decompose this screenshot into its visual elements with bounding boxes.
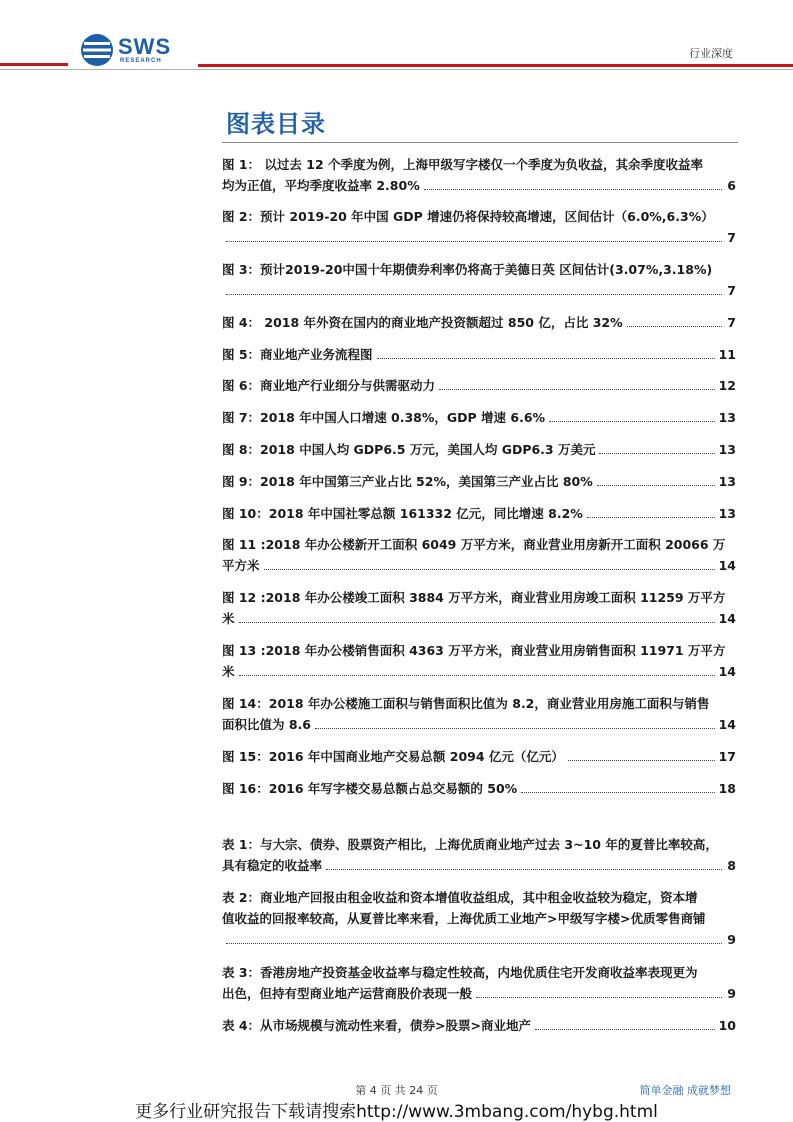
toc-entry-text: 表 3：香港房地产投资基金收益率与稳定性较高，内地优质住宅开发商收益率表现更为 — [222, 965, 698, 980]
toc-page-number: 9 — [727, 986, 736, 1001]
toc-page-number: 14 — [718, 611, 736, 626]
toc-entry-table-2[interactable] — [222, 887, 736, 950]
toc-entry-figure-8[interactable] — [222, 439, 736, 460]
toc-entry-figure-6[interactable] — [222, 375, 736, 396]
dot-leader — [226, 293, 722, 295]
dot-leader — [476, 996, 722, 998]
toc-entry-text: 图 13 :2018 年办公楼销售面积 4363 万平方米，商业营业用房销售面积 11971 万平方 — [222, 643, 726, 658]
dot-leader — [315, 727, 715, 729]
toc-entry-text-cont: 出色，但持有型商业地产运营商股价表现一般 — [222, 986, 473, 1001]
toc-entry-text-cont: 具有稳定的收益率 — [222, 858, 323, 873]
dot-leader — [264, 568, 715, 570]
footer-download-link[interactable]: 更多行业研究报告下载请搜索http://www.3mbang.com/hybg.html — [135, 1102, 658, 1122]
dot-leader — [377, 357, 715, 359]
toc-entry-text: 表 2：商业地产回报由租金收益和资本增值收益组成，其中租金收益较为稳定，资本增 — [222, 890, 698, 905]
toc-entry-text: 图 11 :2018 年办公楼新开工面积 6049 万平方米，商业营业用房新开工面积 20066 万 — [222, 537, 726, 552]
dot-leader — [226, 942, 722, 944]
toc-page-number: 11 — [718, 347, 736, 362]
toc-entry-text: 图 1： 以过去 12 个季度为例，上海甲级写字楼仅一个季度为负收益，其余季度收益率 — [222, 157, 704, 172]
footer-page-info: 第 4 页 共 24 页 — [355, 1084, 438, 1097]
toc-page-number: 14 — [718, 717, 736, 732]
sws-globe-icon — [80, 32, 114, 68]
toc-entry-table-1[interactable] — [222, 834, 736, 876]
toc-entry-text-cont: 米 — [222, 611, 235, 626]
toc-entry-text: 图 3：预计2019-20中国十年期债券利率仍将高于美德日英 区间估计(3.07%,3.18%) — [222, 262, 713, 277]
toc-entry-text: 图 6：商业地产行业细分与供需驱动力 — [222, 378, 436, 393]
toc-entry-figure-11[interactable] — [222, 534, 736, 576]
toc-entry-figure-14[interactable] — [222, 693, 736, 735]
dot-leader — [439, 388, 715, 390]
toc-entry-figure-3[interactable] — [222, 259, 736, 301]
toc-page-number: 13 — [718, 442, 736, 457]
toc-entry-text: 图 5：商业地产业务流程图 — [222, 347, 373, 362]
toc-entry-figure-5[interactable] — [222, 344, 736, 365]
toc-entry-text: 图 4： 2018 年外资在国内的商业地产投资额超过 850 亿，占比 32% — [222, 315, 623, 330]
toc-entry-text: 图 15：2016 年中国商业地产交易总额 2094 亿元（亿元） — [222, 749, 564, 764]
toc-entry-figure-9[interactable] — [222, 471, 736, 492]
toc-page-number: 9 — [727, 932, 736, 947]
toc-entry-figure-10[interactable] — [222, 503, 736, 524]
dot-leader — [424, 188, 722, 190]
toc-title-rule — [222, 142, 738, 143]
dot-leader — [599, 452, 714, 454]
toc-entry-figure-13[interactable] — [222, 640, 736, 682]
dot-leader — [568, 759, 715, 761]
footer-slogan: 简单金融 成就梦想 — [639, 1084, 731, 1097]
toc-page-number: 18 — [718, 781, 736, 796]
toc-entry-text: 图 10：2018 年中国社零总额 161332 亿元，同比增速 8.2% — [222, 506, 583, 521]
toc-entry-figure-4[interactable] — [222, 312, 736, 333]
toc-entry-text-cont: 面积比值为 8.6 — [222, 717, 311, 732]
dot-leader — [521, 791, 714, 793]
toc-title: 图表目录 — [226, 110, 326, 138]
dot-leader — [239, 674, 715, 676]
logo-subtext: RESEARCH — [120, 58, 162, 64]
dot-leader — [239, 621, 715, 623]
toc-entry-table-4[interactable] — [222, 1015, 736, 1036]
logo-name: SWS — [118, 34, 172, 59]
toc-page-number: 17 — [718, 749, 736, 764]
toc-entry-text-cont: 平方米 — [222, 558, 260, 573]
toc-entry-figure-1[interactable] — [222, 154, 736, 196]
header-rule-left — [0, 63, 68, 66]
dot-leader — [535, 1028, 715, 1030]
toc-entry-text: 图 14：2018 年办公楼施工面积与销售面积比值为 8.2，商业营业用房施工面积与销售 — [222, 696, 710, 711]
toc-page-number: 13 — [718, 410, 736, 425]
toc-page-number: 7 — [727, 283, 736, 298]
toc-entry-text: 图 16：2016 年写字楼交易总额占总交易额的 50% — [222, 781, 518, 796]
toc-entry-text: 图 12 :2018 年办公楼竣工面积 3884 万平方米，商业营业用房竣工面积 11259 万平方 — [222, 590, 726, 605]
toc-entry-text-line2: 值收益的回报率较高，从夏普比率来看，上海优质工业地产>甲级写字楼>优质零售商铺 — [222, 911, 706, 926]
dot-leader — [587, 516, 715, 518]
sws-logo — [80, 32, 190, 72]
toc-page-number: 12 — [718, 378, 736, 393]
toc-entry-text: 表 4：从市场规模与流动性来看，债券>股票>商业地产 — [222, 1018, 531, 1033]
toc-page-number: 14 — [718, 664, 736, 679]
dot-leader — [597, 484, 715, 486]
toc-entry-figure-15[interactable] — [222, 746, 736, 767]
dot-leader — [627, 325, 722, 327]
toc-page-number: 6 — [727, 178, 736, 193]
dot-leader — [326, 868, 722, 870]
toc-page-number: 13 — [718, 474, 736, 489]
toc-page-number: 10 — [718, 1018, 736, 1033]
toc-entry-text-cont: 均为正值，平均季度收益率 2.80% — [222, 178, 420, 193]
toc-entry-figure-12[interactable] — [222, 587, 736, 629]
dot-leader — [549, 420, 715, 422]
toc-page-number: 8 — [727, 858, 736, 873]
toc-page-number: 13 — [718, 506, 736, 521]
toc-entry-text: 图 2：预计 2019-20 年中国 GDP 增速仍将保持较高增速，区间估计（6.0%,6.3%） — [222, 209, 714, 224]
toc-entry-table-3[interactable] — [222, 962, 736, 1004]
toc-page-number: 7 — [727, 230, 736, 245]
toc-entry-text: 表 1：与大宗、债券、股票资产相比，上海优质商业地产过去 3~10 年的夏普比率较高， — [222, 837, 718, 852]
toc-entry-text: 图 7：2018 年中国人口增速 0.38%，GDP 增速 6.6% — [222, 410, 546, 425]
toc-page-number: 7 — [727, 315, 736, 330]
toc-entry-text-cont: 米 — [222, 664, 235, 679]
toc-entry-text: 图 9：2018 年中国第三产业占比 52%，美国第三产业占比 80% — [222, 474, 593, 489]
toc-page-number: 14 — [718, 558, 736, 573]
toc-entry-text: 图 8：2018 中国人均 GDP6.5 万元，美国人均 GDP6.3 万美元 — [222, 442, 596, 457]
toc-entry-figure-16[interactable] — [222, 778, 736, 799]
toc-entry-figure-7[interactable] — [222, 407, 736, 428]
dot-leader — [226, 240, 722, 242]
doc-type-label: 行业深度 — [689, 47, 733, 60]
header-rule-gray — [0, 69, 793, 70]
header-rule-red — [198, 64, 793, 67]
toc-entry-figure-2[interactable] — [222, 206, 736, 248]
